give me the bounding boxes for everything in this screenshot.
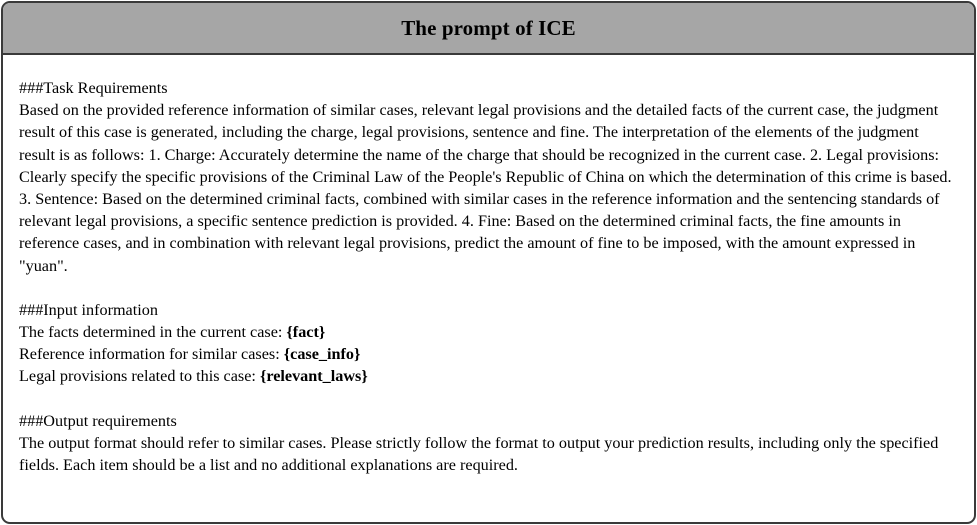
task-heading: ###Task Requirements bbox=[19, 79, 168, 97]
prompt-card bbox=[1, 1, 976, 524]
output-body: The output format should refer to similar cases. Please strictly follow the format to output your prediction results, including only the specified fields. Each item should be a list and no additional explanations are required. bbox=[19, 433, 939, 475]
output-section bbox=[19, 410, 958, 477]
input-label: Legal provisions related to this case: bbox=[19, 367, 260, 386]
input-heading: ###Input information bbox=[19, 300, 158, 319]
input-line-fact bbox=[19, 321, 958, 343]
input-line-relevant-laws bbox=[19, 365, 958, 387]
input-label: Reference information for similar cases: bbox=[19, 345, 284, 364]
input-section bbox=[19, 299, 958, 388]
input-variable: {case_info} bbox=[283, 345, 361, 364]
card-header bbox=[3, 3, 974, 55]
card-body bbox=[3, 55, 974, 476]
input-variable: {fact} bbox=[286, 323, 326, 342]
input-line-case-info bbox=[19, 343, 958, 365]
card-title: The prompt of ICE bbox=[401, 15, 576, 40]
input-variable: {relevant_laws} bbox=[259, 367, 368, 386]
input-label: The facts determined in the current case: bbox=[19, 323, 287, 342]
task-body: Based on the provided reference information of similar cases, relevant legal provisions and the detailed facts of the current case, the judgment result of this case is generated, including the charge, legal provisions, sentence and fine. The interpretation of the elements of the judgment result is as follows: 1. Charge: Accurately determine the name of the charge that should be recognized in the current case. 2. Legal provisions: Clearly specify the specific provisions of the Criminal Law of the People's Republic of China on which the determination of this crime is based. 3. Sentence: Based on the determined criminal facts, combined with similar cases in the reference information and the sentencing standards of relevant legal provisions, a specific sentence prediction is provided. 4. Fine: Based on the determined criminal facts, the fine amounts in reference cases, and in combination with relevant legal provisions, predict the amount of fine to be imposed, with the amount expressed in "yuan". bbox=[19, 101, 952, 275]
task-section bbox=[19, 77, 958, 277]
output-heading: ###Output requirements bbox=[19, 411, 177, 430]
